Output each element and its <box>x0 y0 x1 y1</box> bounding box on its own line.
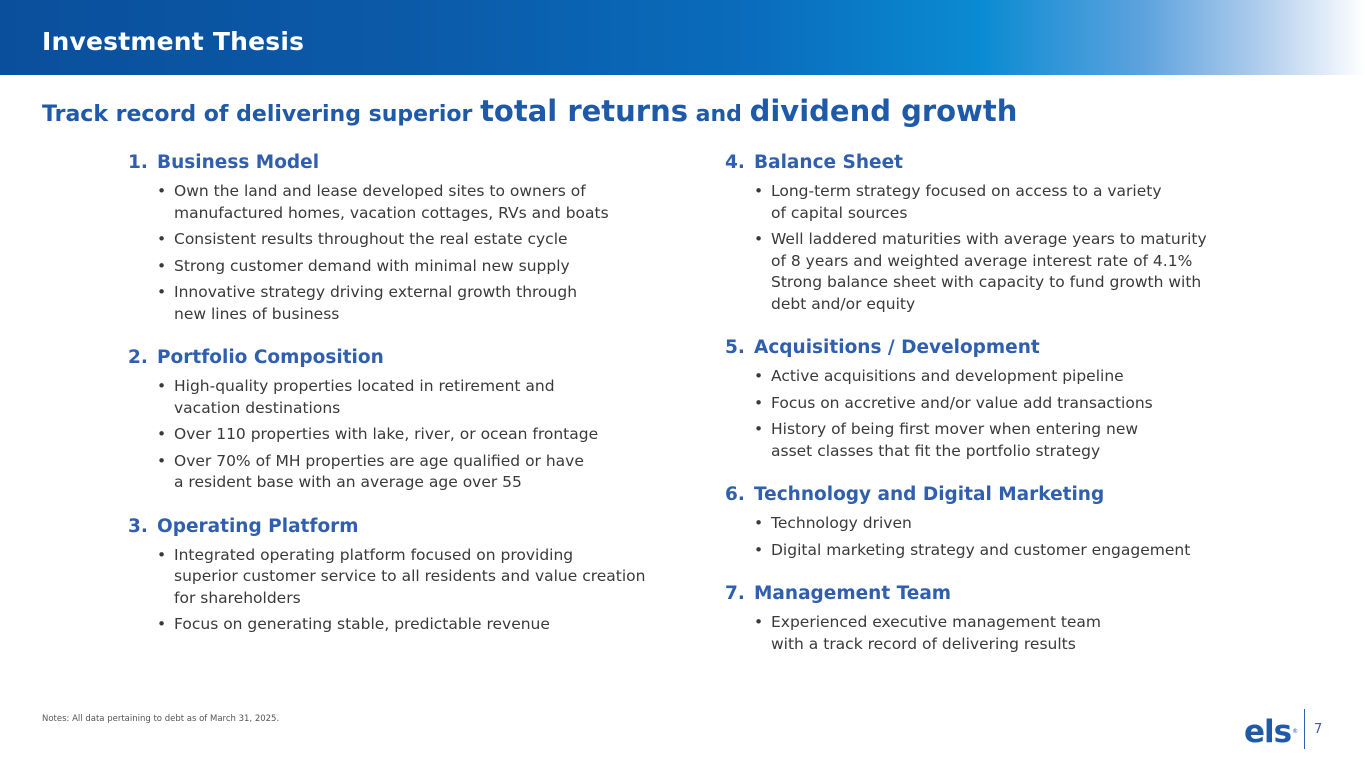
section-title: Management Team <box>754 583 952 604</box>
bullet-item: • Active acquisitions and development pipeline <box>753 366 1345 388</box>
section-number: 7. <box>725 583 745 604</box>
bullet-item: • High-quality properties located in retirement and vacation destinations <box>156 376 688 419</box>
bullet-item: • Over 70% of MH properties are age qualified or have a resident base with an average age over 55 <box>156 451 688 494</box>
section-title: Portfolio Composition <box>157 347 384 368</box>
bullet-list <box>725 366 1345 462</box>
section-title: Acquisitions / Development <box>754 337 1040 358</box>
bullet-item: • Focus on generating stable, predictable revenue <box>156 614 688 636</box>
subtitle-emphasis-total-returns: total returns <box>480 94 689 128</box>
left-column <box>128 150 688 636</box>
section-heading <box>128 514 688 540</box>
subtitle-emphasis-dividend-growth: dividend growth <box>749 94 1018 128</box>
section-number: 1. <box>128 152 148 173</box>
subtitle-part-1: Track record of delivering superior <box>42 102 481 127</box>
section-acquisitions-development <box>725 335 1345 462</box>
section-balance-sheet <box>725 150 1345 315</box>
bullet-item: • Innovative strategy driving external growth through new lines of business <box>156 282 688 325</box>
section-number: 4. <box>725 152 745 173</box>
section-heading <box>128 345 688 371</box>
header-banner <box>0 0 1365 75</box>
bullet-item: • History of being first mover when entering new asset classes that fit the portfolio strategy <box>753 419 1345 462</box>
section-title: Technology and Digital Marketing <box>754 484 1105 505</box>
bullet-list <box>725 612 1345 655</box>
section-heading <box>725 482 1345 508</box>
section-number: 3. <box>128 515 148 537</box>
bullet-list <box>128 376 688 494</box>
els-logo <box>1244 714 1297 750</box>
bullet-item: • Integrated operating platform focused on providing superior customer service to all residents and value creation for shareholders <box>156 545 688 610</box>
bullet-item: • Over 110 properties with lake, river, or ocean frontage <box>156 424 688 446</box>
slide-subtitle <box>42 94 1017 128</box>
bullet-list <box>725 513 1345 561</box>
section-title: Operating Platform <box>157 515 359 537</box>
logo-text: els <box>1244 714 1292 750</box>
bullet-item: • Well laddered maturities with average years to maturity of 8 years and weighted average interest rate of 4.1% Strong balance sheet with capacity to fund growth with debt and/or equity <box>753 229 1345 315</box>
bullet-item: • Experienced executive management team with a track record of delivering results <box>753 612 1345 655</box>
section-management-team <box>725 581 1345 655</box>
page-number: 7 <box>1314 722 1323 737</box>
section-technology-digital-marketing <box>725 482 1345 561</box>
section-title: Business Model <box>157 152 320 173</box>
bullet-list <box>128 181 688 325</box>
bullet-list <box>725 181 1345 315</box>
section-number: 5. <box>725 337 745 358</box>
bullet-item: • Technology driven <box>753 513 1345 535</box>
bullet-item: • Consistent results throughout the real estate cycle <box>156 229 688 251</box>
section-heading <box>725 150 1345 176</box>
section-business-model <box>128 150 688 325</box>
bullet-item: • Long-term strategy focused on access to a variety of capital sources <box>753 181 1345 224</box>
section-heading <box>725 581 1345 607</box>
section-title: Balance Sheet <box>754 152 903 173</box>
footer-divider <box>1304 709 1305 749</box>
subtitle-part-2: and <box>688 102 750 127</box>
footnote: Notes: All data pertaining to debt as of March 31, 2025. <box>42 714 280 724</box>
section-portfolio-composition <box>128 345 688 494</box>
section-number: 2. <box>128 347 148 368</box>
bullet-item: • Digital marketing strategy and customer engagement <box>753 540 1345 562</box>
bullet-item: • Strong customer demand with minimal new supply <box>156 256 688 278</box>
right-column <box>725 150 1345 655</box>
bullet-item: • Own the land and lease developed sites to owners of manufactured homes, vacation cottages, RVs and boats <box>156 181 688 224</box>
registered-mark: ® <box>1292 728 1298 735</box>
bullet-list <box>128 545 688 636</box>
section-heading <box>128 150 688 176</box>
section-number: 6. <box>725 484 745 505</box>
page-title: Investment Thesis <box>42 27 305 56</box>
section-operating-platform <box>128 514 688 636</box>
bullet-item: • Focus on accretive and/or value add transactions <box>753 393 1345 415</box>
section-heading <box>725 335 1345 361</box>
